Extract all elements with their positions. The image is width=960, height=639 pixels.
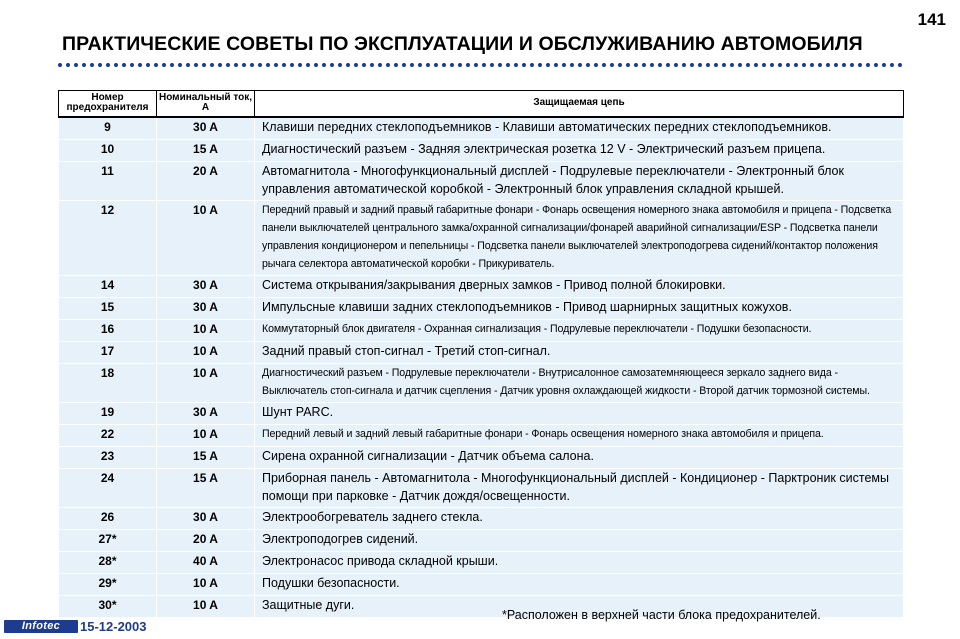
infotec-logo: Infotec bbox=[4, 620, 78, 633]
fuse-number-cell: 22 bbox=[59, 424, 157, 446]
table-row bbox=[59, 507, 904, 529]
fuse-number-cell: 17 bbox=[59, 341, 157, 363]
circuit-cell: Электронасос привода складной крыши. bbox=[255, 551, 904, 573]
circuit-cell: Клавиши передних стеклоподъемников - Клавиши автоматических передних стеклоподъемников. bbox=[255, 117, 904, 139]
table-row bbox=[59, 529, 904, 551]
rated-current-cell: 20 A bbox=[157, 529, 255, 551]
table-row bbox=[59, 161, 904, 200]
page-title: ПРАКТИЧЕСКИЕ СОВЕТЫ ПО ЭКСПЛУАТАЦИИ И ОБСЛУЖИВАНИЮ АВТОМОБИЛЯ bbox=[62, 33, 863, 55]
table-row bbox=[59, 551, 904, 573]
rated-current-cell: 30 A bbox=[157, 117, 255, 139]
fuse-number-cell: 29* bbox=[59, 573, 157, 595]
footer-date: 15-12-2003 bbox=[80, 619, 147, 634]
circuit-cell: Электрообогреватель заднего стекла. bbox=[255, 507, 904, 529]
circuit-cell: Диагностический разъем - Задняя электрическая розетка 12 V - Электрический разъем прицепа. bbox=[255, 139, 904, 161]
header-fuse-number: Номер предохранителя bbox=[59, 91, 157, 118]
rated-current-cell: 40 A bbox=[157, 551, 255, 573]
fuse-number-cell: 27* bbox=[59, 529, 157, 551]
circuit-cell: Сирена охранной сигнализации - Датчик объема салона. bbox=[255, 446, 904, 468]
rated-current-cell: 10 A bbox=[157, 319, 255, 341]
circuit-cell: Передний правый и задний правый габаритные фонари - Фонарь освещения номерного знака автомобиля и прицепа - Подсветка панели выключателей центрального замка/охранной сигнализации/фонарей аварийной сигнализации/ESP - Подсветка панели управления кондиционером и пепельницы - Подсветка панели выключателей электроподогрева сидений/контактор положения рычага селектора автоматической коробки - Прикуриватель. bbox=[255, 200, 904, 275]
footnote: *Расположен в верхней части блока предохранителей. bbox=[502, 608, 821, 622]
fuse-number-cell: 12 bbox=[59, 200, 157, 275]
circuit-cell: Диагностический разъем - Подрулевые переключатели - Внутрисалонное самозатемняющееся зеркало заднего вида - Выключатель стоп-сигнала и датчик сцепления - Датчик уровня охлаждающей жидкости - Второй датчик тормозной системы. bbox=[255, 363, 904, 402]
circuit-cell: Коммутаторный блок двигателя - Охранная сигнализация - Подрулевые переключатели - Подушки безопасности. bbox=[255, 319, 904, 341]
table-row bbox=[59, 200, 904, 275]
header-protected-circuit: Защищаемая цепь bbox=[255, 91, 904, 118]
header-rated-current: Номинальный ток, А bbox=[157, 91, 255, 118]
table-row bbox=[59, 573, 904, 595]
table-row bbox=[59, 363, 904, 402]
fuse-number-cell: 28* bbox=[59, 551, 157, 573]
circuit-cell: Шунт PARC. bbox=[255, 402, 904, 424]
circuit-cell: Подушки безопасности. bbox=[255, 573, 904, 595]
table-row bbox=[59, 319, 904, 341]
rated-current-cell: 10 A bbox=[157, 363, 255, 402]
fuse-number-cell: 15 bbox=[59, 297, 157, 319]
circuit-cell: Система открывания/закрывания дверных замков - Привод полной блокировки. bbox=[255, 275, 904, 297]
circuit-cell: Передний левый и задний левый габаритные фонари - Фонарь освещения номерного знака автомобиля и прицепа. bbox=[255, 424, 904, 446]
circuit-cell: Автомагнитола - Многофункциональный дисплей - Подрулевые переключатели - Электронный блок управления автоматической коробкой - Электронный блок управления складной крышей. bbox=[255, 161, 904, 200]
table-row bbox=[59, 341, 904, 363]
rated-current-cell: 10 A bbox=[157, 424, 255, 446]
table-row bbox=[59, 468, 904, 507]
rated-current-cell: 10 A bbox=[157, 341, 255, 363]
rated-current-cell: 20 A bbox=[157, 161, 255, 200]
rated-current-cell: 30 A bbox=[157, 402, 255, 424]
fuse-number-cell: 30* bbox=[59, 595, 157, 617]
circuit-cell: Задний правый стоп-сигнал - Третий стоп-сигнал. bbox=[255, 341, 904, 363]
fuse-number-cell: 10 bbox=[59, 139, 157, 161]
rated-current-cell: 10 A bbox=[157, 573, 255, 595]
fuse-number-cell: 19 bbox=[59, 402, 157, 424]
table-row bbox=[59, 275, 904, 297]
rated-current-cell: 15 A bbox=[157, 139, 255, 161]
fuse-number-cell: 9 bbox=[59, 117, 157, 139]
table-row bbox=[59, 402, 904, 424]
table-row bbox=[59, 117, 904, 139]
circuit-cell: Импульсные клавиши задних стеклоподъемников - Привод шарнирных защитных кожухов. bbox=[255, 297, 904, 319]
dotted-divider bbox=[58, 63, 903, 67]
table-row bbox=[59, 297, 904, 319]
rated-current-cell: 10 A bbox=[157, 595, 255, 617]
circuit-cell: Защитные дуги. bbox=[255, 595, 904, 617]
fuse-number-cell: 26 bbox=[59, 507, 157, 529]
rated-current-cell: 30 A bbox=[157, 507, 255, 529]
fuse-number-cell: 18 bbox=[59, 363, 157, 402]
table-header-row bbox=[59, 91, 904, 118]
fuse-number-cell: 14 bbox=[59, 275, 157, 297]
fuse-number-cell: 23 bbox=[59, 446, 157, 468]
table-row bbox=[59, 139, 904, 161]
fuse-table bbox=[58, 90, 904, 618]
page-number: 141 bbox=[917, 10, 946, 29]
rated-current-cell: 30 A bbox=[157, 275, 255, 297]
fuse-table-container bbox=[58, 90, 903, 618]
rated-current-cell: 10 A bbox=[157, 200, 255, 275]
rated-current-cell: 15 A bbox=[157, 446, 255, 468]
fuse-number-cell: 24 bbox=[59, 468, 157, 507]
rated-current-cell: 30 A bbox=[157, 297, 255, 319]
circuit-cell: Приборная панель - Автомагнитола - Многофункциональный дисплей - Кондиционер - Парктроник системы помощи при парковке - Датчик дождя/освещенности. bbox=[255, 468, 904, 507]
table-row bbox=[59, 446, 904, 468]
rated-current-cell: 15 A bbox=[157, 468, 255, 507]
fuse-number-cell: 16 bbox=[59, 319, 157, 341]
circuit-cell: Электроподогрев сидений. bbox=[255, 529, 904, 551]
fuse-number-cell: 11 bbox=[59, 161, 157, 200]
table-row bbox=[59, 424, 904, 446]
